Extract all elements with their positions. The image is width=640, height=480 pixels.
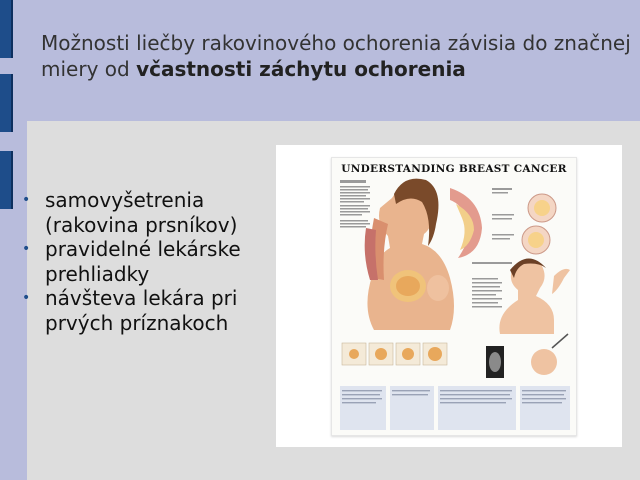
bullet-icon: • [22,290,31,306]
bullet-list [22,188,267,335]
poster-illustration [332,158,578,437]
slide-title [41,30,631,82]
list-item [22,237,267,286]
list-item-text: návšteva lekára pri prvých príznakoch [45,286,238,335]
bullet-icon: • [22,241,31,257]
content-panel [22,121,640,480]
bullet-icon: • [22,192,31,208]
decor-tab [0,0,13,58]
poster-title: UNDERSTANDING BREAST CANCER [341,163,567,175]
slide-title-bold: včastnosti záchytu ochorenia [136,57,466,81]
list-item-text: samovyšetrenia (rakovina prsníkov) [45,188,238,237]
decor-tab [0,74,13,132]
list-item [22,286,267,335]
decor-tab [0,151,13,209]
slide-title-normal: Možnosti liečby rakovinového ochorenia závisia do značnej miery od [41,31,631,81]
list-item-text: pravidelné lekárske prehliadky [45,237,241,286]
anatomy-poster [331,157,577,436]
list-item [22,188,267,237]
poster-image [276,145,622,447]
